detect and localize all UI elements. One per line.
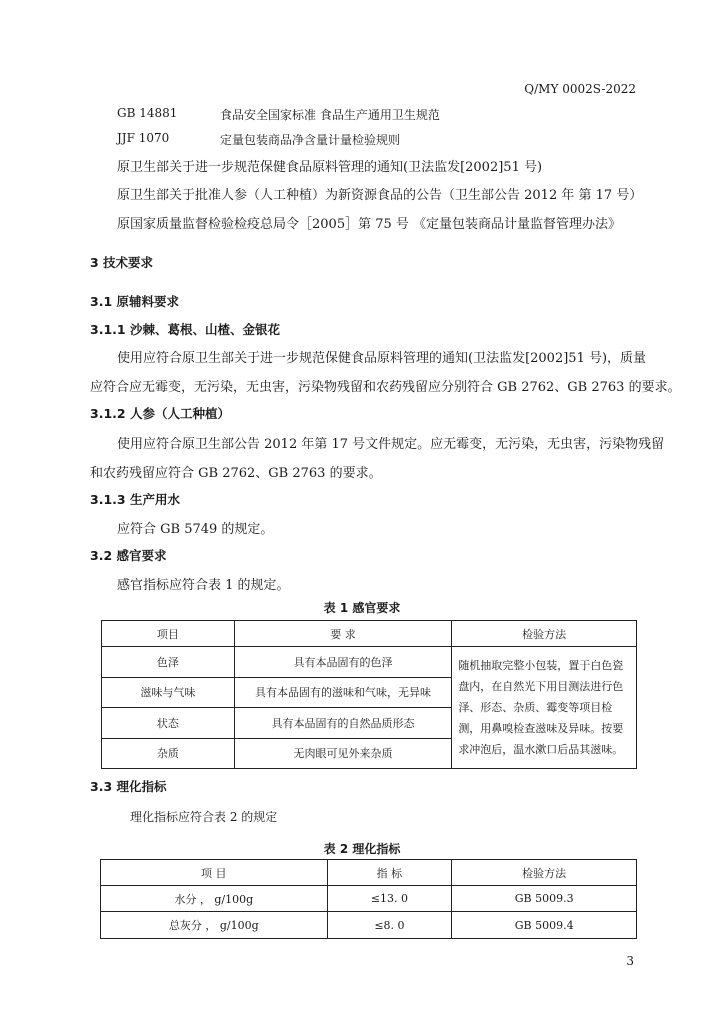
paragraph-line: 理化指标应符合表 2 的规定 bbox=[130, 810, 278, 824]
table-cell-requirement: 具有本品固有的自然品质形态 bbox=[234, 708, 452, 739]
table-cell-requirement: 具有本品固有的色泽 bbox=[234, 647, 452, 678]
table-cell-item: 总灰分 ， g/100g bbox=[101, 912, 328, 939]
paragraph-line: 和农药残留应符合 GB 2762、GB 2763 的要求。 bbox=[90, 466, 382, 481]
physicochemical-table bbox=[100, 859, 637, 939]
section-heading-3-1-1: 3.1.1 沙棘、葛根、山楂、金银花 bbox=[90, 322, 280, 337]
ref-title: 食品安全国家标准 食品生产通用卫生规范 bbox=[220, 108, 440, 122]
paragraph-line: 应符合 GB 5749 的规定。 bbox=[117, 522, 274, 537]
table-caption: 表 1 感官要求 bbox=[323, 601, 401, 615]
table-cell-value: ≤13. 0 bbox=[327, 886, 452, 912]
ref-code: JJF 1070 bbox=[117, 131, 170, 145]
table-header-cell: 项目 bbox=[102, 621, 235, 647]
table-caption: 表 2 理化指标 bbox=[323, 842, 401, 856]
section-heading-3-1-3: 3.1.3 生产用水 bbox=[90, 492, 180, 507]
section-heading-3-3: 3.3 理化指标 bbox=[90, 779, 167, 794]
table-cell-method: 随机抽取完整小包装，置于白色瓷盘内，在自然光下用目测法进行色泽、形态、杂质、霉变等项目检测，用鼻嗅检查滋味及异味。按要求冲泡后，温水漱口后品其滋味。 bbox=[452, 647, 637, 769]
table-cell-method: GB 5009.3 bbox=[452, 886, 637, 912]
table-cell-item: 状态 bbox=[102, 708, 235, 739]
table-cell-requirement: 无肉眼可见外来杂质 bbox=[234, 738, 452, 769]
paragraph-line: 使用应符合原卫生部关于进一步规范保健食品原料管理的通知(卫法监发[2002]51 号)，质量 bbox=[117, 351, 647, 366]
table-cell-item: 水分 ， g/100g bbox=[101, 886, 328, 912]
table-header-cell: 项 目 bbox=[101, 860, 328, 886]
document-code: Q/MY 0002S-2022 bbox=[524, 82, 636, 96]
ref-code: GB 14881 bbox=[117, 106, 178, 120]
section-heading-3-1: 3.1 原辅料要求 bbox=[90, 294, 179, 309]
section-heading-3-1-2: 3.1.2 人参（人工种植） bbox=[90, 406, 230, 421]
paragraph-line: 应符合应无霉变，无污染，无虫害，污染物残留和农药残留应分别符合 GB 2762、GB 2763 的要求。 bbox=[90, 380, 681, 395]
table-header-cell: 要 求 bbox=[234, 621, 452, 647]
table-cell-item: 杂质 bbox=[102, 738, 235, 769]
page-number: 3 bbox=[626, 954, 634, 968]
table-cell-requirement: 具有本品固有的滋味和气味，无异味 bbox=[234, 677, 452, 708]
section-heading-3-2: 3.2 感官要求 bbox=[90, 548, 167, 563]
paragraph-line: 感官指标应符合表 1 的规定。 bbox=[117, 578, 290, 593]
ref-line: 原国家质量监督检验检疫总局令［2005］第 75 号 《定量包装商品计量监督管理办法》 bbox=[117, 217, 622, 232]
paragraph-line: 使用应符合原卫生部公告 2012 年第 17 号文件规定。应无霉变，无污染，无虫害，污染物残留 bbox=[117, 437, 665, 452]
table-cell-method: GB 5009.4 bbox=[452, 912, 637, 939]
sensory-table bbox=[101, 620, 637, 769]
table-cell-item: 滋味与气味 bbox=[102, 677, 235, 708]
table-header-cell: 检验方法 bbox=[452, 621, 637, 647]
section-heading-3: 3 技术要求 bbox=[90, 255, 154, 270]
table-cell-value: ≤8. 0 bbox=[327, 912, 452, 939]
table-cell-item: 色泽 bbox=[102, 647, 235, 678]
ref-title: 定量包装商品净含量计量检验规则 bbox=[220, 133, 401, 147]
ref-line: 原卫生部关于进一步规范保健食品原料管理的通知(卫法监发[2002]51 号) bbox=[117, 160, 543, 175]
table-header-cell: 指 标 bbox=[327, 860, 452, 886]
ref-line: 原卫生部关于批准人参（人工种植）为新资源食品的公告（卫生部公告 2012 年 第 17 号） bbox=[117, 188, 643, 203]
table-header-cell: 检验方法 bbox=[452, 860, 637, 886]
